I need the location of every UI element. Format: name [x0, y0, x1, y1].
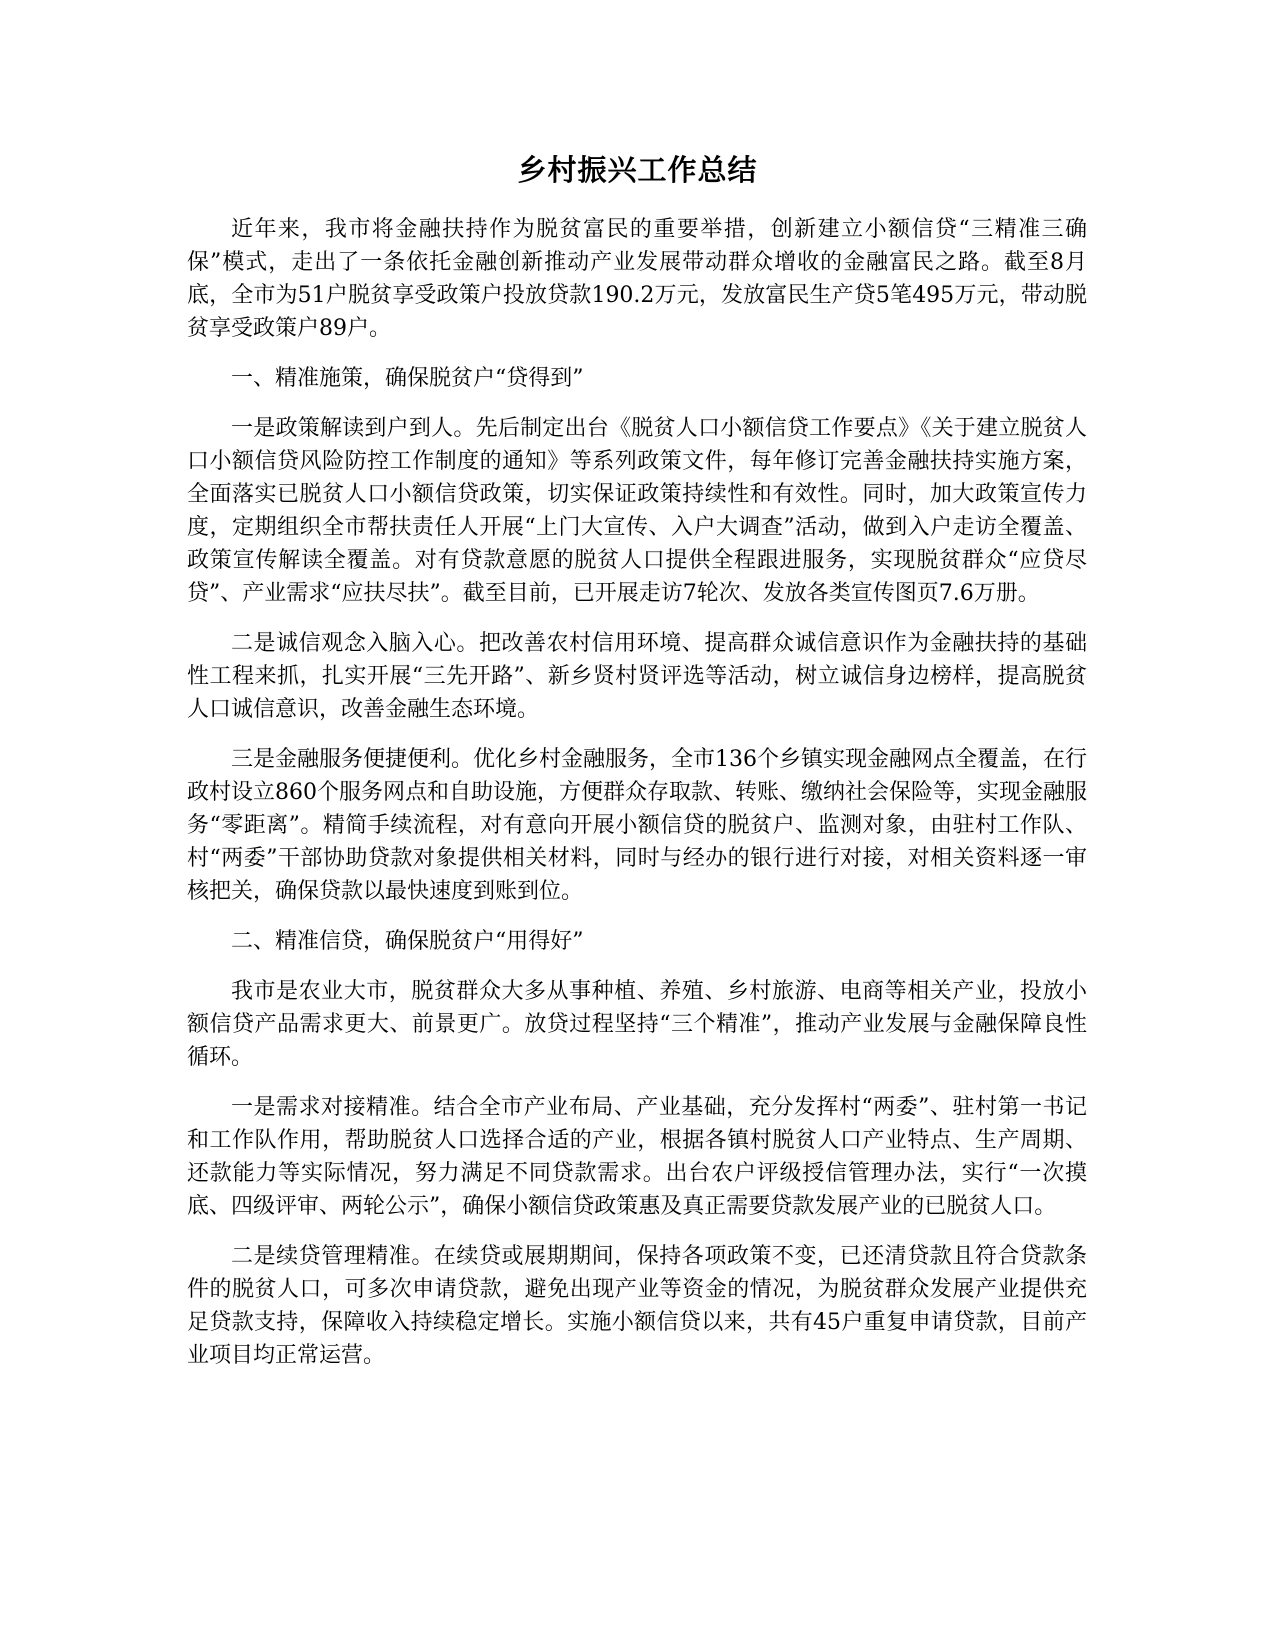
paragraph-intro: 近年来，我市将金融扶持作为脱贫富民的重要举措，创新建立小额信贷“三精准三确保”模式，走出了一条依托金融创新推动产业发展带动群众增收的金融富民之路。截至8月底，全市为51户脱贫享受政策户投放贷款190.2万元，发放富民生产贷5笔495万元，带动脱贫享受政策户89户。: [187, 217, 1087, 341]
document-title: 乡村振兴工作总结: [517, 153, 758, 187]
document-body: [187, 213, 1087, 1389]
paragraph-renewal-management: 二是续贷管理精准。在续贷或展期期间，保持各项政策不变，已还清贷款且符合贷款条件的脱贫人口，可多次申请贷款，避免出现产业等资金的情况，为脱贫群众发展产业提供充足贷款支持，保障收入持续稳定增长。实施小额信贷以来，共有45户重复申请贷款，目前产业项目均正常运营。: [187, 1244, 1087, 1368]
section-heading-1: 一、精准施策，确保脱贫户“贷得到”: [231, 366, 584, 391]
paragraph-policy: 一是政策解读到户到人。先后制定出台《脱贫人口小额信贷工作要点》《关于建立脱贫人口小额信贷风险防控工作制度的通知》等系列政策文件，每年修订完善金融扶持实施方案，全面落实已脱贫人口小额信贷政策，切实保证政策持续性和有效性。同时，加大政策宣传力度，定期组织全市帮扶责任人开展“上门大宣传、入户大调查”活动，做到入户走访全覆盖、政策宣传解读全覆盖。对有贷款意愿的脱贫人口提供全程跟进服务，实现脱贫群众“应贷尽贷”、产业需求“应扶尽扶”。截至目前，已开展走访7轮次、发放各类宣传图页7.6万册。: [187, 416, 1087, 606]
paragraph-demand-matching: 一是需求对接精准。结合全市产业布局、产业基础，充分发挥村“两委”、驻村第一书记和工作队作用，帮助脱贫人口选择合适的产业，根据各镇村脱贫人口产业特点、生产周期、还款能力等实际情况，努力满足不同贷款需求。出台农户评级授信管理办法，实行“一次摸底、四级评审、两轮公示”，确保小额信贷政策惠及真正需要贷款发展产业的已脱贫人口。: [187, 1095, 1087, 1219]
section-heading-2: 二、精准信贷，确保脱贫户“用得好”: [231, 929, 584, 954]
paragraph-credit-integrity: 二是诚信观念入脑入心。把改善农村信用环境、提高群众诚信意识作为金融扶持的基础性工程来抓，扎实开展“三先开路”、新乡贤村贤评选等活动，树立诚信身边榜样，提高脱贫人口诚信意识，改善金融生态环境。: [187, 631, 1087, 722]
paragraph-financial-services: 三是金融服务便捷便利。优化乡村金融服务，全市136个乡镇实现金融网点全覆盖，在行政村设立860个服务网点和自助设施，方便群众存取款、转账、缴纳社会保险等，实现金融服务“零距离”。精简手续流程，对有意向开展小额信贷的脱贫户、监测对象，由驻村工作队、村“两委”干部协助贷款对象提供相关材料，同时与经办的银行进行对接，对相关资料逐一审核把关，确保贷款以最快速度到账到位。: [187, 747, 1087, 904]
paragraph-agriculture: 我市是农业大市，脱贫群众大多从事种植、养殖、乡村旅游、电商等相关产业，投放小额信贷产品需求更大、前景更广。放贷过程坚持“三个精准”，推动产业发展与金融保障良性循环。: [187, 979, 1087, 1070]
